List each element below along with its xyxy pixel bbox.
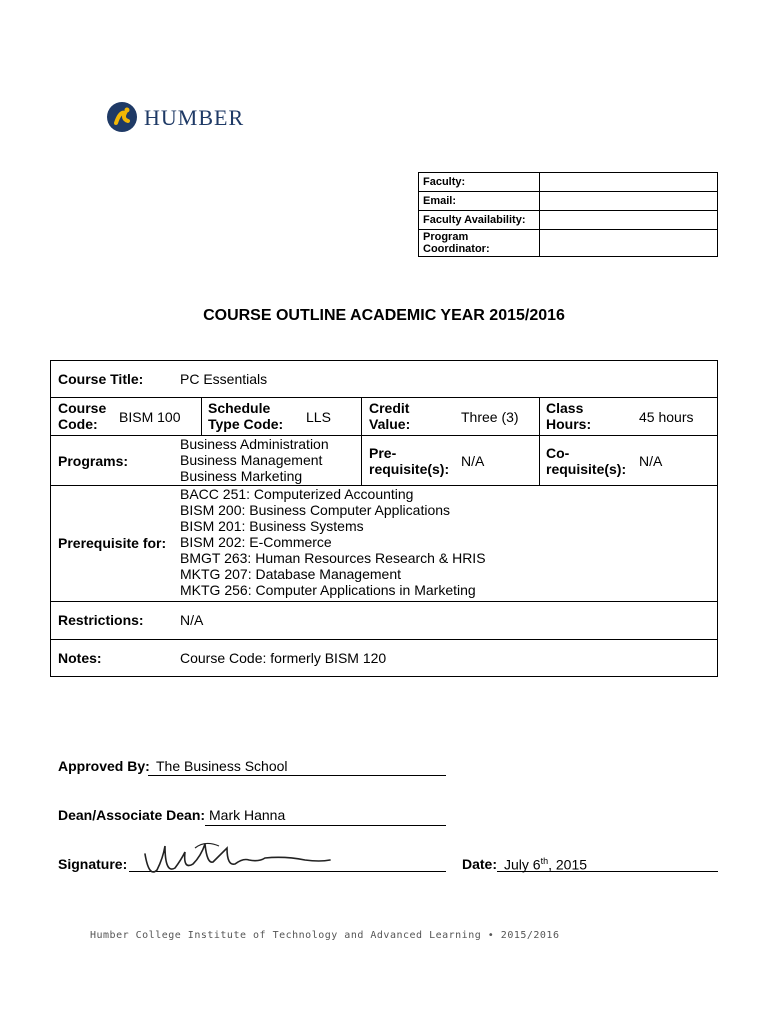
row-divider: [51, 435, 717, 436]
class-hours-label: [546, 400, 591, 432]
dean-label: Dean/Associate Dean:: [58, 807, 206, 823]
column-divider: [361, 397, 362, 485]
coordinator-value: [539, 230, 717, 257]
column-divider: [539, 397, 540, 485]
hours-label-line2: Hours:: [546, 416, 592, 432]
approved-by-label: Approved By:: [58, 758, 150, 774]
prerequisite-for-item: BISM 200: Business Computer Applications: [180, 502, 451, 518]
credit-value-label: [369, 400, 410, 432]
prerequisite-for-label: Prerequisite for:: [58, 535, 167, 551]
corequisites-label: [546, 445, 626, 477]
faculty-info-table: [418, 172, 718, 257]
faculty-row: [419, 173, 718, 192]
faculty-label: Faculty:: [419, 173, 540, 192]
coreq-label-line1: Co-: [546, 445, 570, 461]
prerequisite-for-item: BISM 202: E-Commerce: [180, 534, 332, 550]
prereq-label-line2: requisite(s):: [369, 461, 450, 477]
programs-list: [180, 436, 329, 484]
restrictions-value: N/A: [180, 612, 204, 628]
prerequisite-for-item: MKTG 207: Database Management: [180, 566, 402, 582]
program-item: Business Management: [180, 452, 323, 468]
signature-label: Signature:: [58, 856, 128, 872]
prerequisite-for-item: BACC 251: Computerized Accounting: [180, 486, 414, 502]
email-label: Email:: [419, 192, 540, 211]
faculty-value: [539, 173, 717, 192]
class-hours-value: 45 hours: [639, 409, 694, 425]
credit-value: Three (3): [461, 409, 519, 425]
schedule-label-line1: Schedule: [208, 400, 271, 416]
page-footer: Humber College Institute of Technology and Advanced Learning • 2015/2016: [90, 930, 560, 941]
credit-label-line2: Value:: [369, 416, 411, 432]
restrictions-label: Restrictions:: [58, 612, 144, 628]
schedule-type-value: LLS: [306, 409, 331, 425]
email-value: [539, 192, 717, 211]
course-title-label: Course Title:: [58, 371, 144, 387]
corequisites-value: N/A: [639, 453, 663, 469]
schedule-type-label: [208, 400, 283, 432]
date-label: Date:: [462, 856, 498, 872]
program-item: Business Administration: [180, 436, 329, 452]
prerequisite-for-list: [180, 486, 486, 598]
program-item: Business Marketing: [180, 468, 303, 484]
handwritten-signature: [135, 834, 335, 882]
date-month-day: July 6: [504, 856, 541, 873]
row-divider: [51, 601, 717, 602]
approved-by-value: The Business School: [156, 758, 288, 774]
course-code-label-line2: Code:: [58, 416, 98, 432]
prerequisites-label: [369, 445, 449, 477]
date-year: , 2015: [548, 856, 588, 873]
humber-logo: [106, 100, 266, 134]
credit-label-line1: Credit: [369, 400, 410, 416]
course-code-value: BISM 100: [119, 409, 181, 425]
logo-text: HUMBER: [144, 105, 245, 130]
date-line: [497, 871, 718, 872]
notes-value: Course Code: formerly BISM 120: [180, 650, 387, 666]
prerequisites-value: N/A: [461, 453, 485, 469]
coordinator-label: Program Coordinator:: [419, 230, 540, 257]
schedule-label-line2: Type Code:: [208, 416, 284, 432]
availability-label: Faculty Availability:: [419, 211, 540, 230]
availability-value: [539, 211, 717, 230]
prerequisite-for-item: BMGT 263: Human Resources Research & HRIS: [180, 550, 486, 566]
coordinator-row: [419, 230, 718, 257]
prereq-label-line1: Pre-: [369, 445, 397, 461]
dean-value: Mark Hanna: [209, 807, 286, 823]
row-divider: [51, 639, 717, 640]
course-info-table: [50, 360, 718, 677]
notes-label: Notes:: [58, 650, 102, 666]
hours-label-line1: Class: [546, 400, 584, 416]
column-divider: [201, 397, 202, 435]
course-code-label-line1: Course: [58, 400, 107, 416]
prerequisite-for-item: BISM 201: Business Systems: [180, 518, 364, 534]
page-title: COURSE OUTLINE ACADEMIC YEAR 2015/2016: [203, 307, 565, 324]
date-suffix: th: [540, 856, 549, 866]
course-code-label: [58, 400, 106, 432]
dean-line: [205, 825, 446, 826]
row-divider: [51, 397, 717, 398]
prerequisite-for-item: MKTG 256: Computer Applications in Marketing: [180, 582, 476, 598]
approved-by-line: [148, 775, 446, 776]
coreq-label-line2: requisite(s):: [546, 461, 627, 477]
programs-label: Programs:: [58, 453, 129, 469]
course-title-value: PC Essentials: [180, 371, 268, 387]
email-row: [419, 192, 718, 211]
humber-logo-icon: [106, 101, 138, 133]
availability-row: [419, 211, 718, 230]
